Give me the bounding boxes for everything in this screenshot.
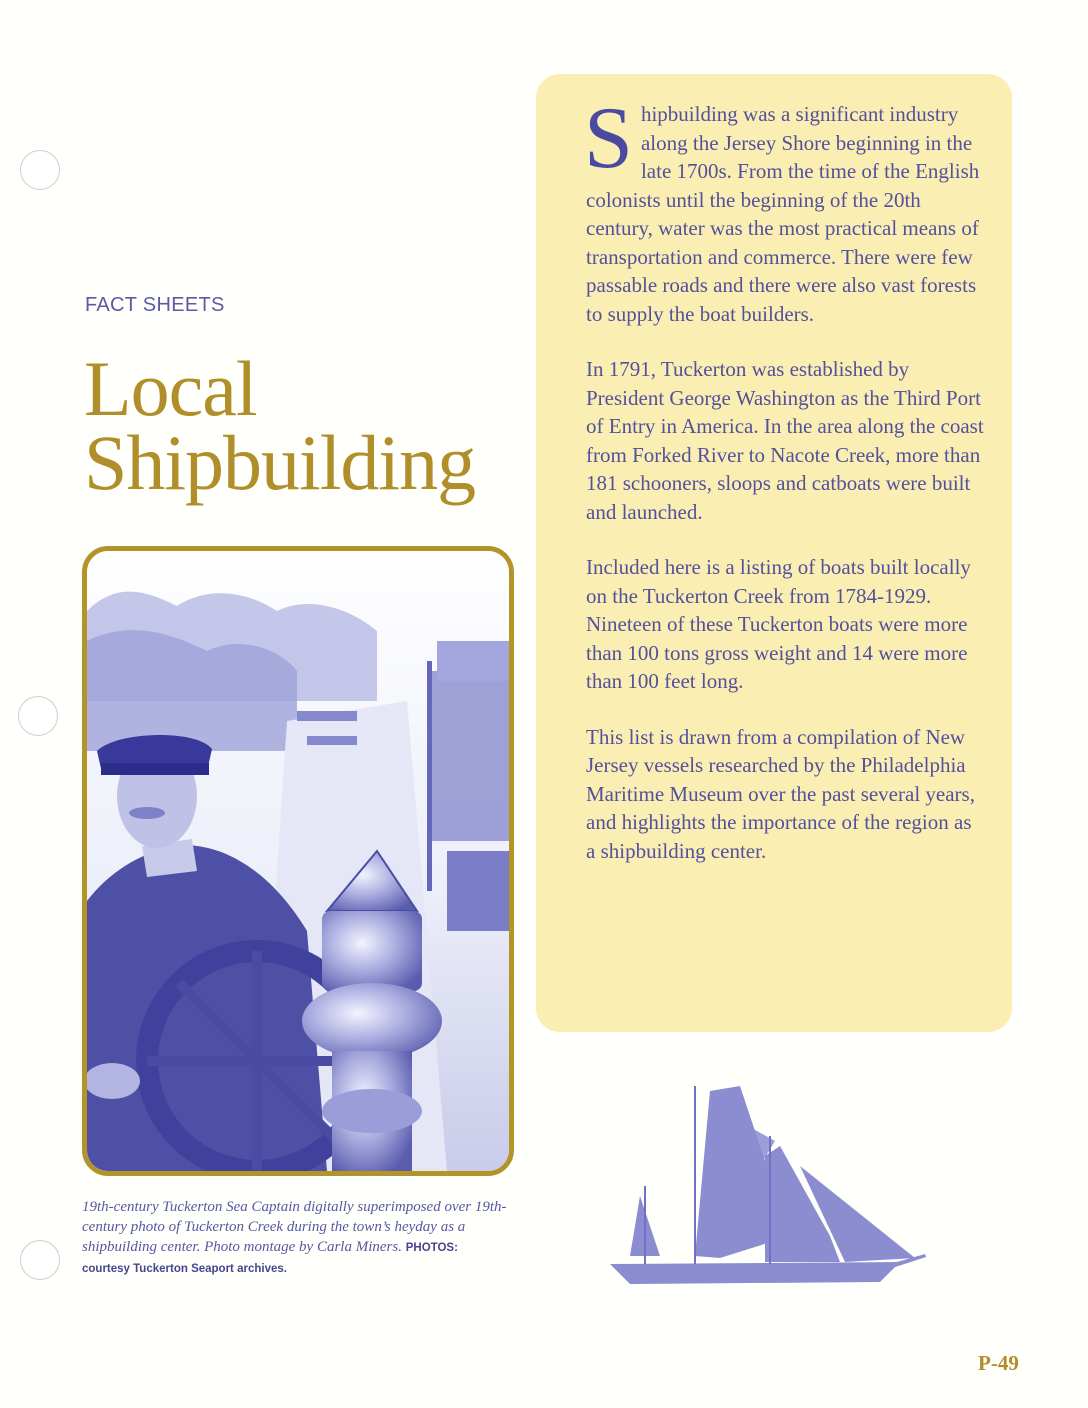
intro-text-panel bbox=[536, 74, 1012, 1032]
paragraph-1 bbox=[584, 90, 984, 328]
binder-hole bbox=[18, 696, 58, 736]
photo-credit: PHOTOS: courtesy Tuckerton Seaport archives. bbox=[82, 1242, 458, 1275]
title-line-1: Local bbox=[84, 345, 257, 432]
paragraph-2: In 1791, Tuckerton was established by President George Washington as the Third Port of Entry in America. In the area along the coast from Forked River to Nacote Creek, more than 181 schooners, sloops and catboats were built and launched. bbox=[586, 357, 984, 524]
photo-montage bbox=[82, 546, 514, 1176]
binder-hole bbox=[20, 1240, 60, 1280]
paragraph-1-text: hipbuilding was a significant industry along the Jersey Shore beginning in the late 1700s. From the time of the English colonists until the beginning of the 20th century, water was the most practical means of transportation and commerce. There were few passable roads and there were also vast forests to supply the boat builders. bbox=[586, 102, 980, 326]
caption-text: 19th-century Tuckerton Sea Captain digitally superimposed over 19th-century photo of Tuckerton Creek during the town’s heyday as a shipbuilding center. Photo montage by Carla Miners. bbox=[82, 1199, 507, 1255]
paragraph-4: This list is drawn from a compilation of New Jersey vessels researched by the Philadelphia Maritime Museum over the past several years, and highlights the importance of the region as a shipbuilding center. bbox=[586, 724, 975, 863]
page-title bbox=[84, 345, 476, 506]
binder-hole bbox=[20, 150, 60, 190]
drop-cap: S bbox=[584, 90, 633, 187]
title-line-2: Shipbuilding bbox=[84, 419, 476, 506]
sailing-ship-icon bbox=[600, 1086, 930, 1301]
page-number: P-49 bbox=[978, 1351, 1019, 1375]
section-label: FACT SHEETS bbox=[85, 294, 225, 316]
paragraph-3: Included here is a listing of boats built locally on the Tuckerton Creek from 1784-1929. Nineteen of these Tuckerton boats were more than 100 tons gross weight and 14 were more than 100 feet long. bbox=[586, 555, 971, 693]
captain-photo bbox=[87, 551, 509, 1171]
photo-caption bbox=[82, 1197, 507, 1279]
